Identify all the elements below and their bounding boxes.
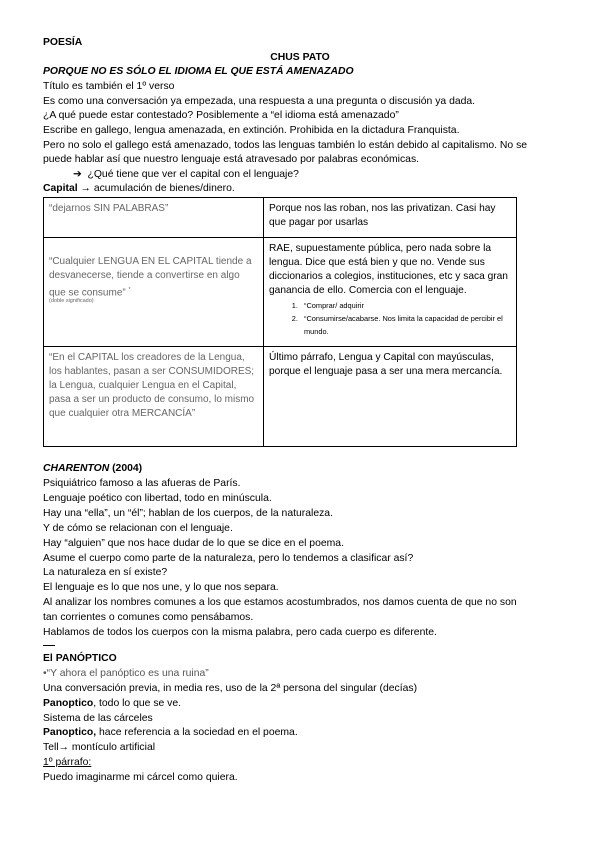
charenton-line: Lenguaje poético con libertad, todo en minúscula. [43, 493, 272, 504]
intro-line: Pero no solo el gallego está amenazado, todos las lenguas también lo están debido al capitalismo. No se [43, 140, 528, 151]
charenton-line: Hay “alguien” que nos hace dudar de lo que se dice en el poema. [43, 538, 344, 549]
capital-term: Capital [43, 183, 78, 194]
section-title: POESÍA [43, 37, 83, 48]
right-arrow-icon: → [58, 742, 69, 753]
note-sublist [269, 299, 511, 338]
book-title: PORQUE NO ES SÓLO EL IDIOMA EL QUE ESTÁ AMENAZADO [43, 66, 354, 77]
panoptico-term: Panoptico [43, 698, 94, 709]
charenton-line: La naturaleza en sí existe? [43, 567, 168, 578]
list-item: 2. “Consumirse/acabarse. Nos limita la capacidad de percibir el mundo. [300, 312, 511, 338]
quote-cell [44, 198, 264, 238]
charenton-line: Asume el cuerpo como parte de la naturaleza, pero lo tendemos a clasificar así? [43, 553, 414, 564]
panoptico-epigraph: •“Y ahora el panóptico es una ruina” [43, 668, 209, 679]
question-text: ¿Qué tiene que ver el capital con el lenguaje? [87, 169, 299, 180]
panoptico-term: Panoptico, [43, 727, 97, 738]
panoptico-line: Puedo imaginarme mi cárcel como quiera. [43, 772, 238, 783]
intro-line: Es como una conversación ya empezada, una respuesta a una pregunta o discusión ya dada. [43, 96, 476, 107]
tell-term: Tell [43, 742, 59, 753]
quote-aside: (doble significado) [49, 298, 94, 305]
quote-text: “Cualquier LENGUA EN EL CAPITAL tiende a desvanecerse, tiende a convertirse en algo que se consume” [49, 256, 252, 299]
capital-definition [43, 182, 235, 195]
tell-def: montículo artificial [68, 742, 156, 753]
note-cell [264, 238, 517, 347]
panoptico-title: El PANÓPTICO [43, 653, 117, 664]
intro-line: ¿A qué puede estar contestado? Posiblemente a “el idioma está amenazado” [43, 110, 399, 121]
divider [43, 645, 55, 646]
quote-cell [44, 347, 264, 447]
panoptico-definition [43, 726, 298, 739]
table-row [44, 347, 517, 447]
intro-line: Título es también el 1º verso [43, 81, 175, 92]
quote-mark: * [128, 287, 131, 293]
charenton-line: Y de cómo se relacionan con el lenguaje. [43, 523, 233, 534]
quote-text: “En el CAPITAL los creadores de la Lengua, los hablantes, pasan a ser CONSUMIDORES; la Lengua, cualquier Lengua en el Capital, pasa a ser un producto de consumo, lo mismo que cualquier otra MERCANCÍA” [49, 352, 255, 419]
intro-line: puede hablar así que nuestro lenguaje está atravesado por palabras económicas. [43, 154, 420, 165]
quote-text: “dejarnos SIN PALABRAS” [49, 203, 169, 214]
panoptico-line: Una conversación previa, in media res, uso de la 2ª persona del singular (decías) [43, 683, 418, 694]
panoptico-definition [43, 697, 181, 710]
charenton-heading [43, 462, 142, 475]
charenton-year: (2004) [112, 463, 143, 474]
panoptico-def: , todo lo que se ve. [93, 698, 182, 709]
author-name: CHUS PATO [270, 52, 330, 63]
charenton-line: tan corrientes o comunes como pensábamos. [43, 612, 254, 623]
panoptico-line: Sistema de las cárceles [43, 713, 153, 724]
note-text: RAE, supuestamente pública, pero nada sobre la lengua. Dice que está bien y que no. Vende sus diccionarios a colegios, instituciones, etc y saca gran ganancia de ello. Comercia con el lenguaje. [269, 243, 508, 296]
table-row [44, 238, 517, 347]
panoptico-def: hace referencia a la sociedad en el poema. [96, 727, 298, 738]
charenton-line: Hay una “ella”, un “él”; hablan de los cuerpos, de la naturaleza. [43, 508, 333, 519]
note-cell [264, 198, 517, 238]
note-cell [264, 347, 517, 447]
notes-table [43, 197, 517, 447]
table-row [44, 198, 517, 238]
capital-def: acumulación de bienes/dinero. [93, 183, 235, 194]
charenton-title: CHARENTON [43, 463, 110, 474]
intro-line: Escribe en gallego, lengua amenazada, en extinción. Prohibida en la dictadura Franquista. [43, 125, 460, 136]
tell-definition [43, 741, 155, 754]
note-text: Porque nos las roban, nos las privatizan. Casi hay que pagar por usarlas [269, 203, 496, 228]
charenton-line: Hablamos de todos los cuerpos con la misma palabra, pero cada cuerpo es diferente. [43, 627, 437, 638]
right-arrow-icon: → [80, 183, 91, 194]
charenton-line: Al analizar los nombres comunes a los que estamos acostumbrados, nos damos cuenta de que no son [43, 597, 517, 608]
note-text: Último párrafo, Lengua y Capital con mayúsculas, porque el lenguaje pasa a ser una mera mercancía. [269, 352, 503, 377]
charenton-line: El lenguaje es lo que nos une, y lo que nos separa. [43, 582, 279, 593]
list-item: 1. “Comprar/ adquirir [300, 299, 511, 312]
paragraph-label: 1º párrafo: [43, 757, 92, 768]
arrow-bullet-icon: ➔ [73, 169, 82, 180]
charenton-line: Psiquiátrico famoso a las afueras de París. [43, 478, 241, 489]
quote-cell [44, 238, 264, 347]
question-line [73, 168, 299, 181]
